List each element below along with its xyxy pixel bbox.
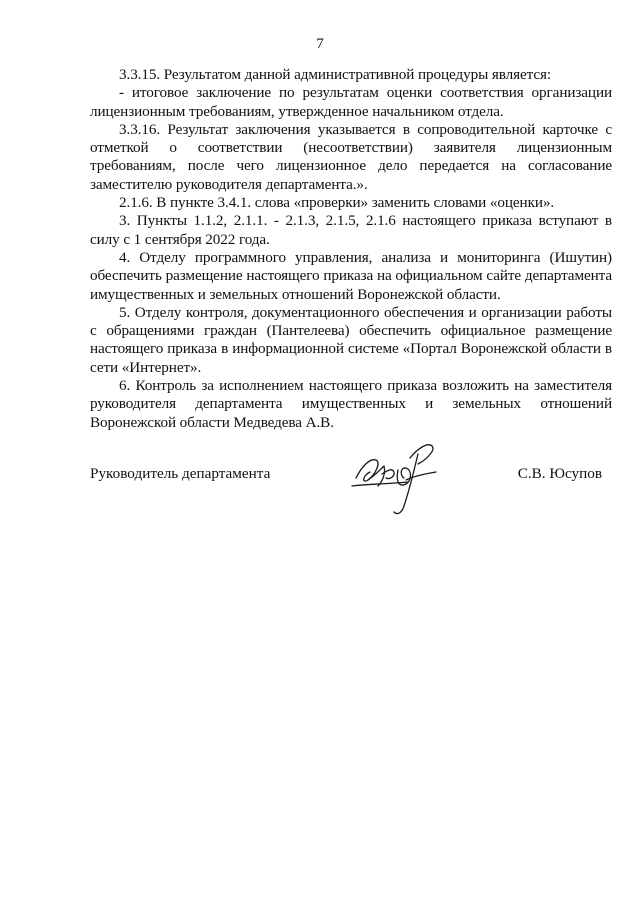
paragraph-2-1-6: 2.1.6. В пункте 3.4.1. слова «проверки» заменить словами «оценки».	[119, 194, 555, 212]
paragraph-3-3-15: 3.3.15. Результатом данной административной процедуры является:	[119, 66, 552, 83]
page-number: 7	[316, 36, 324, 52]
signature-block	[90, 440, 612, 520]
signatory-name: С.В. Юсупов	[517, 465, 602, 482]
paragraph-item-3: 3. Пункты 1.1.2, 2.1.1. - 2.1.3, 2.1.5, 2.1.6 настоящего приказа вступают в силу с 1 сентября 2022 года.	[90, 212, 612, 248]
document-body	[90, 66, 612, 432]
handwritten-signature	[348, 440, 443, 520]
paragraph-item-4: 4. Отделу программного управления, анализа и мониторинга (Ишутин) обеспечить размещение настоящего приказа на официальном сайте департамента имущественных и земельных отношений Воронежской области.	[90, 248, 612, 303]
paragraph-conclusion-item: - итоговое заключение по результатам оценки соответствия организации лицензионным требованиям, утвержденное начальником отдела.	[90, 84, 612, 120]
signatory-title: Руководитель департамента	[90, 465, 271, 482]
paragraph-3-3-16: 3.3.16. Результат заключения указывается в сопроводительной карточке с отметкой о соответствии (несоответствии) заявителя лицензионным требованиям, после чего лицензионное дело передается на согласование заместителю руководителя департамента.».	[90, 120, 612, 193]
paragraph-item-6: 6. Контроль за исполнением настоящего приказа возложить на заместителя руководителя департамента имущественных и земельных отношений Воронежской области Медведева А.В.	[90, 377, 612, 431]
paragraph-item-5: 5. Отделу контроля, документационного обеспечения и организации работы с обращениями граждан (Пантелеева) обеспечить официальное размещение настоящего приказа в информационной системе «Портал Воронежской области в сети «Интернет».	[90, 303, 612, 376]
